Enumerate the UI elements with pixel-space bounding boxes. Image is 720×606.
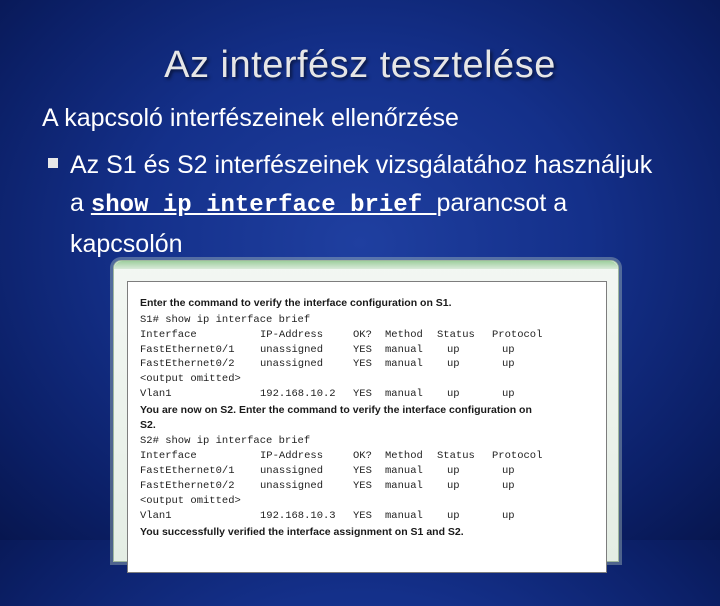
cell-protocol: up	[502, 465, 515, 477]
cell-protocol: up	[502, 388, 515, 400]
cell-interface: FastEthernet0/1	[140, 344, 235, 356]
instruction-s2-line2: S2.	[140, 419, 156, 431]
cell-status: up	[447, 358, 460, 370]
cell-protocol: up	[502, 358, 515, 370]
header-ok: OK?	[353, 329, 372, 341]
header-status: Status	[437, 329, 475, 341]
cell-status: up	[447, 465, 460, 477]
header-ip-address: IP-Address	[260, 329, 324, 341]
cell-ip: unassigned	[260, 358, 324, 370]
cell-status: up	[447, 388, 460, 400]
cell-method: manual	[385, 358, 423, 370]
table-row	[140, 510, 515, 524]
table-row	[140, 358, 515, 372]
cell-method: manual	[385, 510, 423, 522]
cell-protocol: up	[502, 344, 515, 356]
header-method: Method	[385, 450, 423, 462]
cell-interface: FastEthernet0/2	[140, 480, 235, 492]
cell-ip: unassigned	[260, 465, 324, 477]
cell-method: manual	[385, 465, 423, 477]
activity-panel	[113, 260, 619, 562]
cell-status: up	[447, 510, 460, 522]
cell-ip: unassigned	[260, 344, 324, 356]
instruction-s1: Enter the command to verify the interface configuration on S1.	[140, 297, 452, 309]
s1-output-omitted: <output omitted>	[140, 373, 241, 385]
bullet-square-icon	[48, 158, 58, 168]
cell-ip: 192.168.10.3	[260, 510, 336, 522]
s1-prompt: S1# show ip interface brief	[140, 314, 311, 326]
panel-header-bar	[114, 261, 618, 269]
s2-output-omitted: <output omitted>	[140, 495, 241, 507]
cell-ok: YES	[353, 465, 372, 477]
table-row	[140, 465, 515, 479]
cell-status: up	[447, 480, 460, 492]
cell-ok: YES	[353, 510, 372, 522]
cell-method: manual	[385, 344, 423, 356]
cell-interface: Vlan1	[140, 388, 172, 400]
bullet-text	[70, 146, 670, 263]
header-status: Status	[437, 450, 475, 462]
header-protocol: Protocol	[492, 450, 543, 462]
s1-header-row	[140, 329, 543, 343]
cell-method: manual	[385, 388, 423, 400]
cell-ok: YES	[353, 358, 372, 370]
table-row	[140, 344, 515, 358]
cell-status: up	[447, 344, 460, 356]
cell-protocol: up	[502, 480, 515, 492]
success-message: You successfully verified the interface assignment on S1 and S2.	[140, 526, 464, 538]
cell-interface: Vlan1	[140, 510, 172, 522]
bullet-prefix: Az S1 és S2 interfészeinek vizsgálatához használjuk a	[70, 151, 653, 217]
slide-subheading: A kapcsoló interfészeinek ellenőrzése	[42, 104, 459, 132]
header-method: Method	[385, 329, 423, 341]
s2-header-row	[140, 450, 543, 464]
header-ip-address: IP-Address	[260, 450, 324, 462]
header-protocol: Protocol	[492, 329, 543, 341]
cell-ip: unassigned	[260, 480, 324, 492]
header-ok: OK?	[353, 450, 372, 462]
cell-method: manual	[385, 480, 423, 492]
cell-ip: 192.168.10.2	[260, 388, 336, 400]
cell-protocol: up	[502, 510, 515, 522]
cell-ok: YES	[353, 344, 372, 356]
slide-title: Az interfész tesztelése	[164, 44, 556, 86]
bullet-suffix: parancsot a kapcsolón	[70, 189, 568, 258]
table-row	[140, 480, 515, 494]
s2-prompt: S2# show ip interface brief	[140, 435, 311, 447]
table-row	[140, 388, 515, 402]
cell-ok: YES	[353, 480, 372, 492]
instruction-s2-line1: You are now on S2. Enter the command to verify the interface configuration on	[140, 404, 532, 416]
cell-ok: YES	[353, 388, 372, 400]
header-interface: Interface	[140, 329, 197, 341]
cell-interface: FastEthernet0/1	[140, 465, 235, 477]
terminal-window[interactable]	[127, 281, 607, 573]
bullet-command: show ip interface brief	[90, 192, 437, 219]
cell-interface: FastEthernet0/2	[140, 358, 235, 370]
header-interface: Interface	[140, 450, 197, 462]
